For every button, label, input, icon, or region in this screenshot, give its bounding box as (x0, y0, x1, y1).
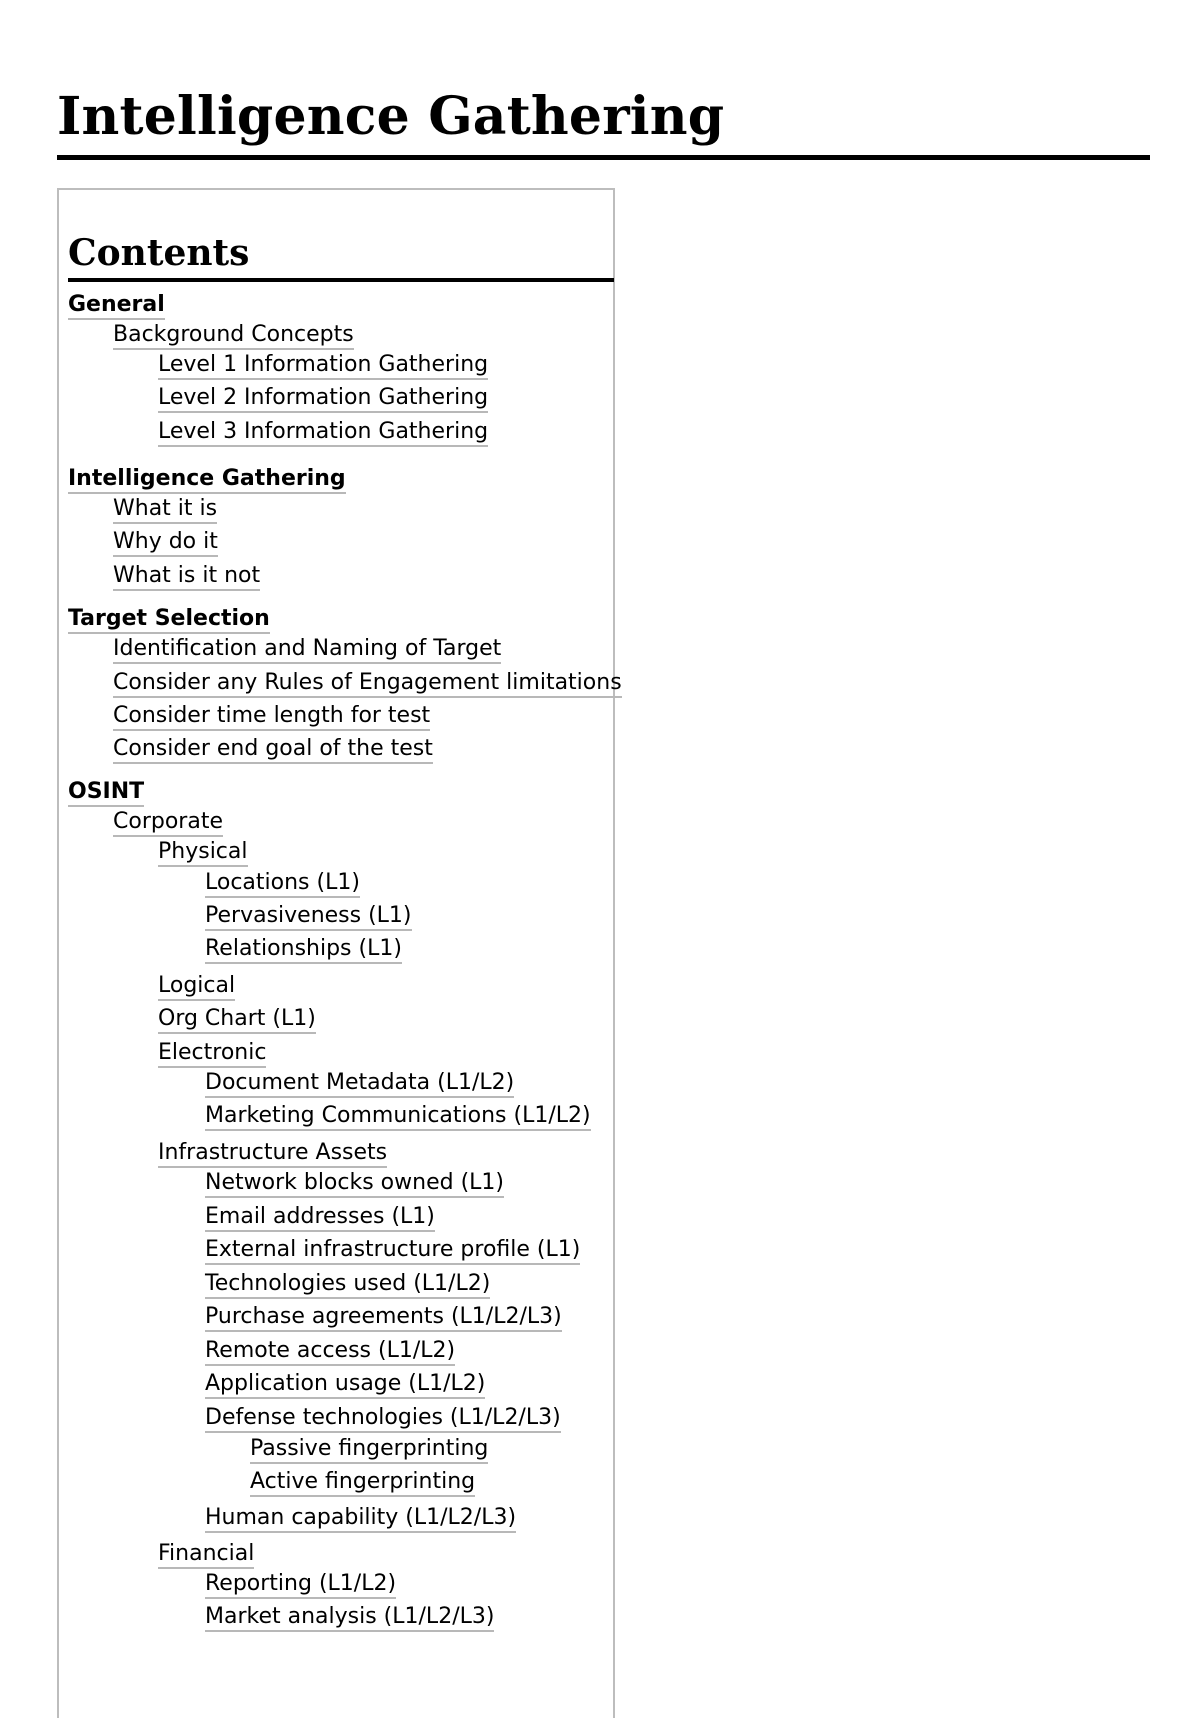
toc-link-corporate[interactable]: Corporate (113, 809, 223, 837)
toc-link-financial[interactable]: Financial (158, 1541, 254, 1569)
toc-link-why-do-it[interactable]: Why do it (113, 529, 218, 557)
toc-link-remote-access[interactable]: Remote access (L1/L2) (205, 1338, 455, 1366)
toc-link-osint[interactable]: OSINT (68, 779, 144, 807)
toc-link-level-1-information-gathering[interactable]: Level 1 Information Gathering (158, 352, 488, 380)
toc-link-application-usage[interactable]: Application usage (L1/L2) (205, 1371, 485, 1399)
toc-heading-divider (68, 278, 614, 282)
toc-link-identification-and-naming-of-target[interactable]: Identification and Naming of Target (113, 636, 501, 664)
page-title: Intelligence Gathering (57, 86, 725, 147)
toc-link-end-goal-of-test[interactable]: Consider end goal of the test (113, 736, 433, 764)
toc-link-external-infrastructure-profile[interactable]: External infrastructure profile (L1) (205, 1237, 580, 1265)
toc-link-org-chart[interactable]: Org Chart (L1) (158, 1006, 316, 1034)
toc-link-human-capability[interactable]: Human capability (L1/L2/L3) (205, 1505, 516, 1533)
toc-link-intelligence-gathering[interactable]: Intelligence Gathering (68, 466, 346, 494)
toc-link-defense-technologies[interactable]: Defense technologies (L1/L2/L3) (205, 1405, 561, 1433)
toc-link-level-2-information-gathering[interactable]: Level 2 Information Gathering (158, 385, 488, 413)
toc-link-marketing-communications[interactable]: Marketing Communications (L1/L2) (205, 1103, 591, 1131)
toc-heading: Contents (68, 232, 250, 274)
toc-link-what-is-it-not[interactable]: What is it not (113, 563, 260, 591)
toc-link-active-fingerprinting[interactable]: Active fingerprinting (250, 1469, 475, 1497)
toc-link-logical[interactable]: Logical (158, 973, 235, 1001)
toc-link-locations[interactable]: Locations (L1) (205, 870, 360, 898)
toc-link-infrastructure-assets[interactable]: Infrastructure Assets (158, 1140, 387, 1168)
toc-link-reporting[interactable]: Reporting (L1/L2) (205, 1571, 396, 1599)
toc-link-purchase-agreements[interactable]: Purchase agreements (L1/L2/L3) (205, 1304, 562, 1332)
toc-link-target-selection[interactable]: Target Selection (68, 606, 270, 634)
toc-link-relationships[interactable]: Relationships (L1) (205, 936, 402, 964)
title-divider (57, 155, 1150, 160)
toc-link-market-analysis[interactable]: Market analysis (L1/L2/L3) (205, 1604, 494, 1632)
toc-link-background-concepts[interactable]: Background Concepts (113, 322, 354, 350)
toc-link-level-3-information-gathering[interactable]: Level 3 Information Gathering (158, 419, 488, 447)
toc-link-what-it-is[interactable]: What it is (113, 496, 217, 524)
toc-link-physical[interactable]: Physical (158, 839, 248, 867)
toc-link-pervasiveness[interactable]: Pervasiveness (L1) (205, 903, 412, 931)
toc-link-time-length-for-test[interactable]: Consider time length for test (113, 703, 430, 731)
toc-link-technologies-used[interactable]: Technologies used (L1/L2) (205, 1271, 490, 1299)
toc-link-network-blocks-owned[interactable]: Network blocks owned (L1) (205, 1170, 504, 1198)
table-of-contents (57, 188, 622, 1718)
toc-link-email-addresses[interactable]: Email addresses (L1) (205, 1204, 435, 1232)
toc-link-general[interactable]: General (68, 292, 165, 320)
toc-link-passive-fingerprinting[interactable]: Passive fingerprinting (250, 1436, 488, 1464)
toc-link-electronic[interactable]: Electronic (158, 1040, 266, 1068)
toc-link-rules-of-engagement-limitations[interactable]: Consider any Rules of Engagement limitations (113, 670, 622, 698)
toc-link-document-metadata[interactable]: Document Metadata (L1/L2) (205, 1070, 514, 1098)
